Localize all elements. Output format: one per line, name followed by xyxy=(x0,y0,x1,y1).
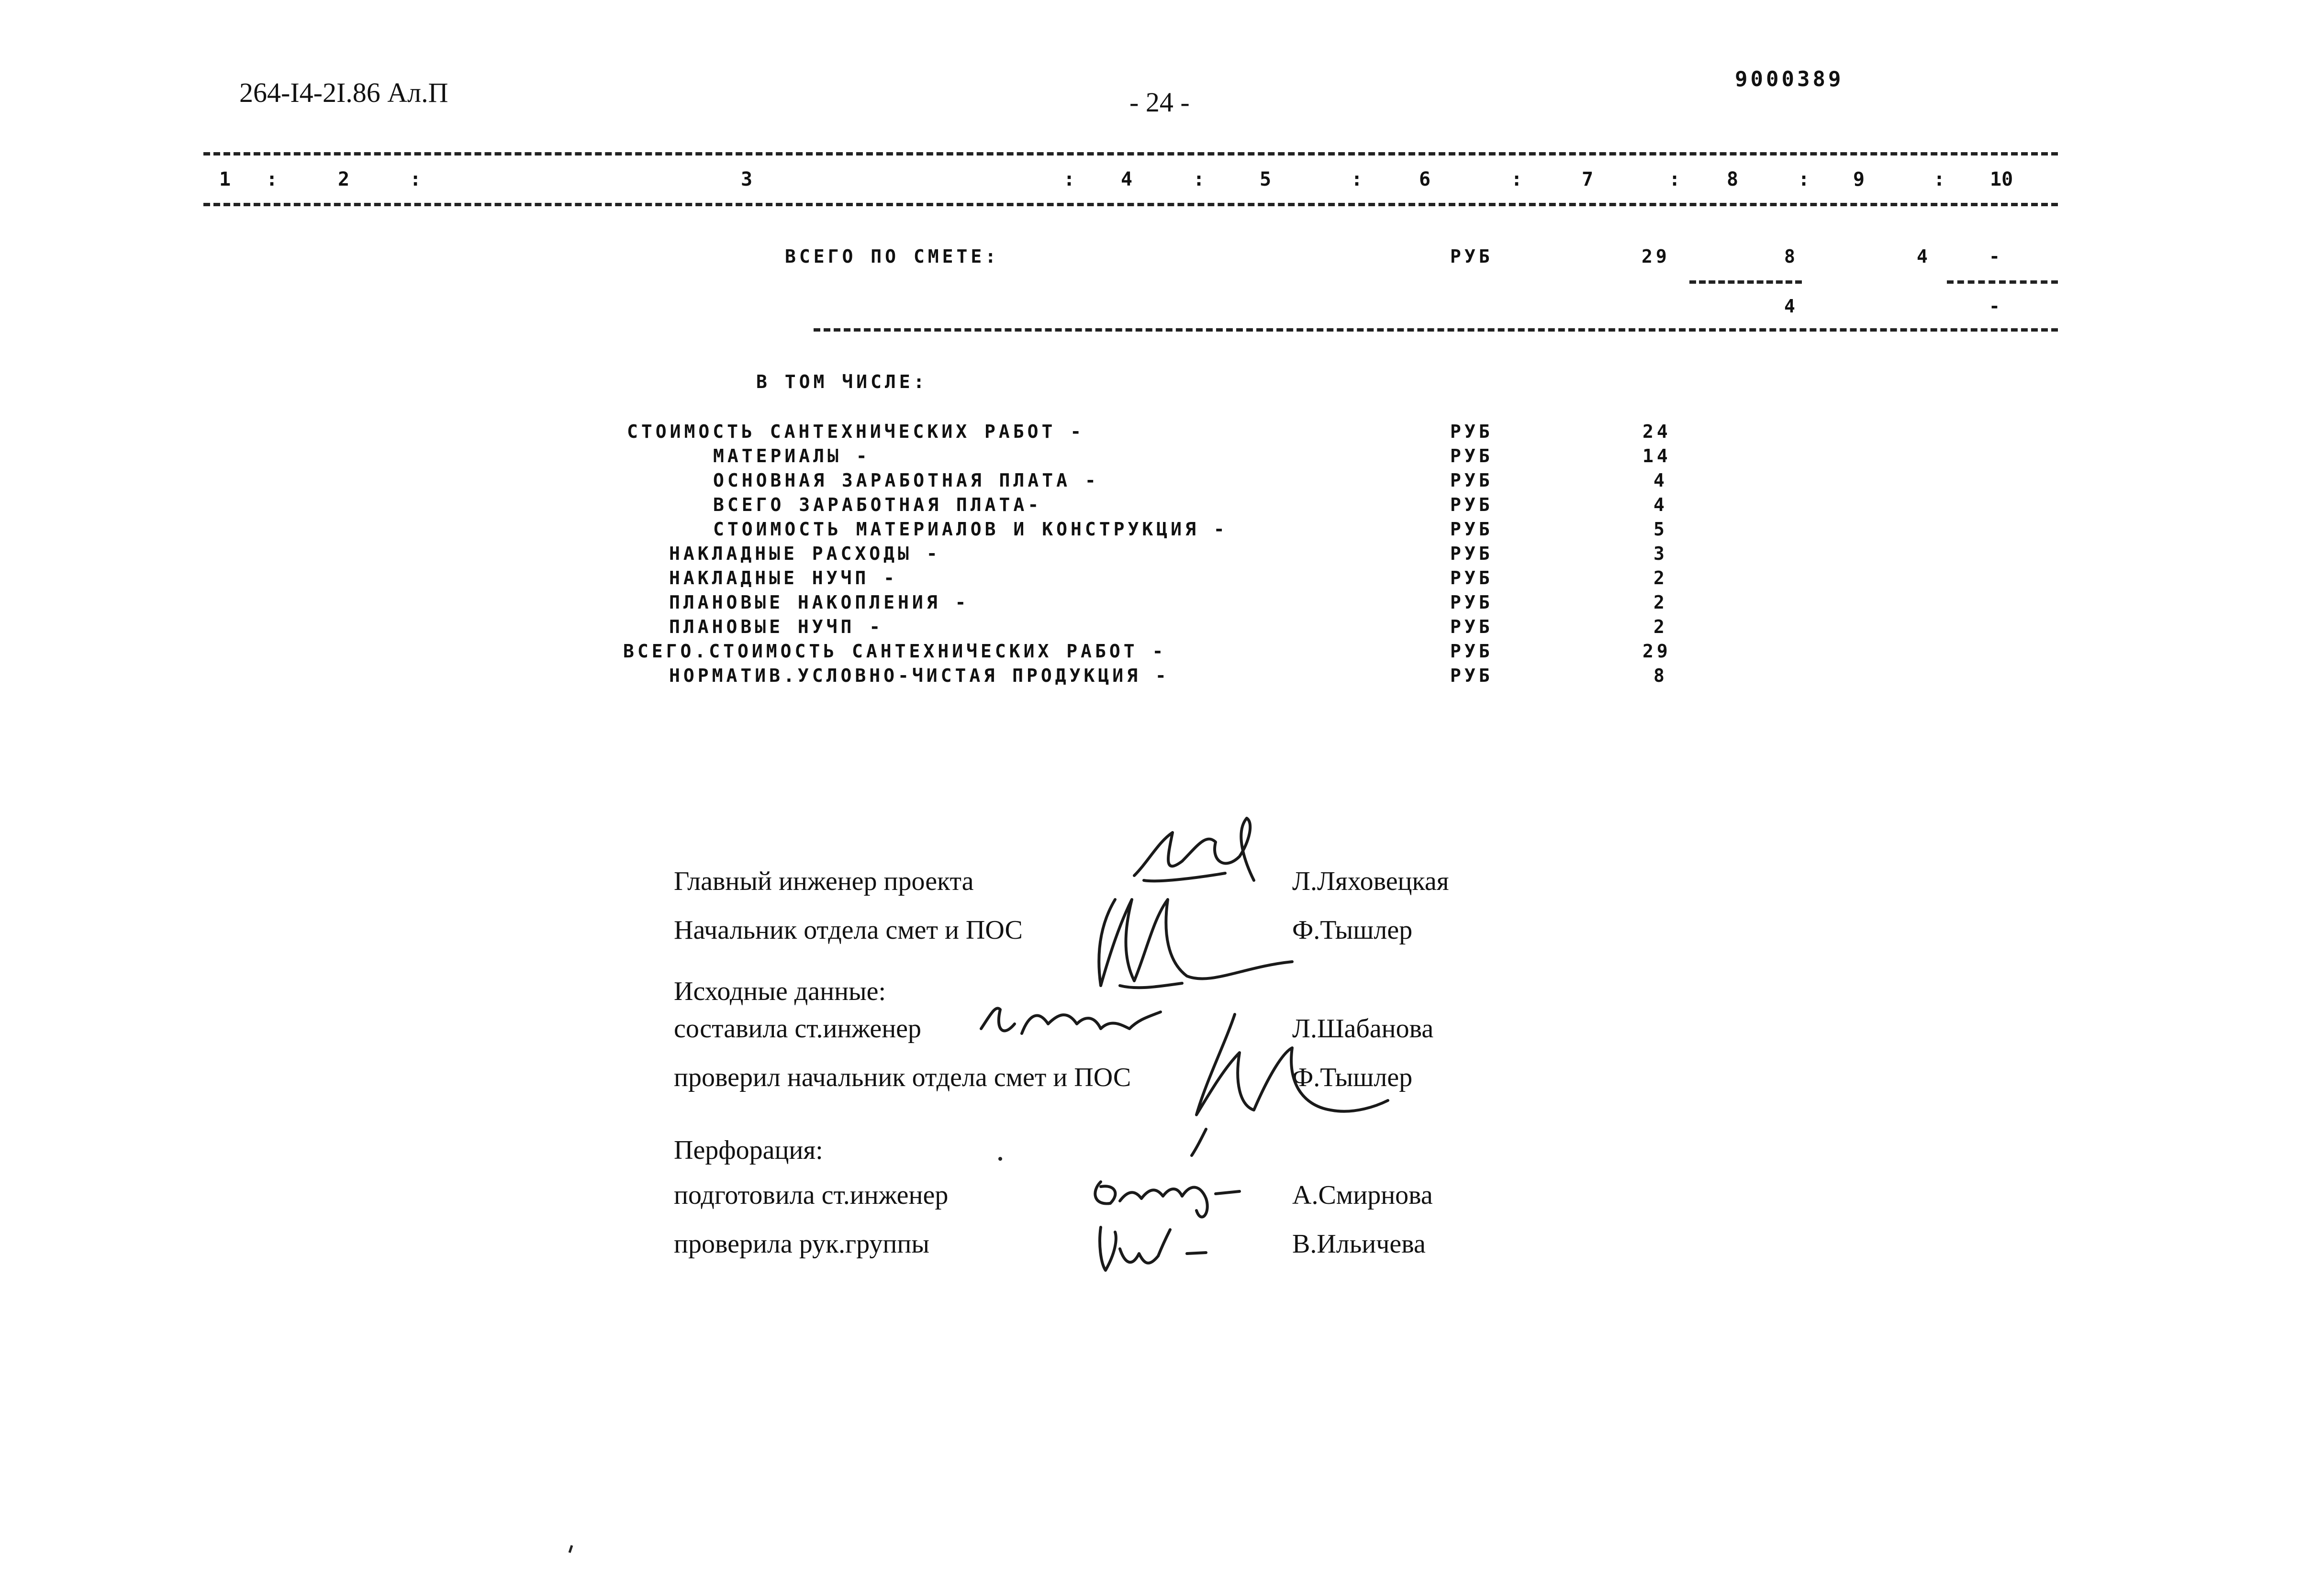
list-item-value: 8 xyxy=(1654,665,1668,686)
total-col10-sub: - xyxy=(1989,296,2003,317)
list-item-label: НОРМАТИВ.УСЛОВНО-ЧИСТАЯ ПРОДУКЦИЯ - xyxy=(669,665,1170,686)
column-separator: : xyxy=(1933,168,1945,190)
column-number-10: 10 xyxy=(1990,168,2013,190)
list-item-unit: РУБ xyxy=(1450,641,1493,662)
verified-name: В.Ильичева xyxy=(1292,1229,1426,1259)
prepared-role: подготовила ст.инженер xyxy=(674,1180,949,1210)
list-item-value: 2 xyxy=(1654,567,1668,589)
stray-mark xyxy=(570,1545,572,1553)
list-item-label: МАТЕРИАЛЫ - xyxy=(713,445,871,466)
column-number-2: 2 xyxy=(338,168,350,190)
total-unit: РУБ xyxy=(1450,246,1493,267)
verified-signature xyxy=(1100,1227,1206,1270)
dept-head-signature xyxy=(1099,900,1292,986)
document-code: 264-I4-2I.86 Ал.П xyxy=(239,77,448,108)
column-separator: : xyxy=(1351,168,1363,190)
total-col9: 4 xyxy=(1917,246,1931,267)
total-label: ВСЕГО ПО СМЕТЕ: xyxy=(785,246,1000,267)
list-item-label: ПЛАНОВЫЕ НУЧП - xyxy=(669,616,884,637)
list-item-label: СТОИМОСТЬ МАТЕРИАЛОВ И КОНСТРУКЦИЯ - xyxy=(713,519,1228,540)
list-item-unit: РУБ xyxy=(1450,665,1493,686)
list-item-value: 5 xyxy=(1654,519,1668,540)
column-number-4: 4 xyxy=(1121,168,1133,190)
compiled-role: составила ст.инженер xyxy=(674,1014,922,1044)
list-item-value: 29 xyxy=(1642,641,1671,662)
checked-signature xyxy=(1196,1014,1388,1115)
total-col7: 29 xyxy=(1642,246,1670,267)
column-number-7: 7 xyxy=(1582,168,1594,190)
column-separator: : xyxy=(1511,168,1523,190)
prepared-name: А.Смирнова xyxy=(1292,1180,1433,1210)
column-separator: : xyxy=(266,168,278,190)
column-number-1: 1 xyxy=(219,168,231,190)
list-item-label: НАКЛАДНЫЕ НУЧП - xyxy=(669,567,898,589)
list-item-label: ПЛАНОВЫЕ НАКОПЛЕНИЯ - xyxy=(669,592,970,613)
column-number-8: 8 xyxy=(1727,168,1739,190)
dept-head-role: Начальник отдела смет и ПОС xyxy=(674,915,1023,945)
column-number-9: 9 xyxy=(1853,168,1865,190)
list-item-value: 3 xyxy=(1654,543,1668,564)
document-id: 9000389 xyxy=(1735,67,1844,91)
checked-role: проверил начальник отдела смет и ПОС xyxy=(674,1063,1131,1092)
list-item-unit: РУБ xyxy=(1450,470,1493,491)
chief-engineer-signature xyxy=(1134,818,1254,880)
list-item-label: ВСЕГО ЗАРАБОТНАЯ ПЛАТА- xyxy=(713,494,1042,515)
list-item-unit: РУБ xyxy=(1450,421,1493,442)
checked-name: Ф.Тышлер xyxy=(1292,1063,1413,1092)
column-separator: : xyxy=(1193,168,1205,190)
total-col10: - xyxy=(1989,246,2003,267)
list-item-value: 4 xyxy=(1654,494,1668,515)
list-item-value: 4 xyxy=(1654,470,1668,491)
list-item-value: 2 xyxy=(1654,616,1668,637)
compiled-signature xyxy=(981,1008,1161,1033)
list-item-unit: РУБ xyxy=(1450,519,1493,540)
column-number-5: 5 xyxy=(1260,168,1272,190)
stray-mark xyxy=(998,1157,1002,1161)
perforation-title: Перфорация: xyxy=(674,1135,823,1165)
column-separator: : xyxy=(1669,168,1681,190)
column-number-6: 6 xyxy=(1419,168,1431,190)
list-item-unit: РУБ xyxy=(1450,445,1493,466)
including-title: В ТОМ ЧИСЛЕ: xyxy=(756,371,928,392)
prepared-signature xyxy=(1095,1182,1240,1217)
list-item-value: 24 xyxy=(1642,421,1671,442)
list-item-unit: РУБ xyxy=(1450,543,1493,564)
total-col8-sub: 4 xyxy=(1784,296,1799,317)
source-data-title: Исходные данные: xyxy=(674,977,886,1006)
list-item-value: 2 xyxy=(1654,592,1668,613)
list-item-label: ОСНОВНАЯ ЗАРАБОТНАЯ ПЛАТА - xyxy=(713,470,1099,491)
list-item-label: НАКЛАДНЫЕ РАСХОДЫ - xyxy=(669,543,941,564)
chief-engineer-role: Главный инженер проекта xyxy=(674,866,974,896)
list-item-unit: РУБ xyxy=(1450,592,1493,613)
column-number-3: 3 xyxy=(741,168,753,190)
list-item-unit: РУБ xyxy=(1450,616,1493,637)
column-separator: : xyxy=(410,168,422,190)
column-separator: : xyxy=(1798,168,1810,190)
verified-role: проверила рук.группы xyxy=(674,1229,929,1259)
list-item-label: СТОИМОСТЬ САНТЕХНИЧЕСКИХ РАБОТ - xyxy=(627,421,1085,442)
list-item-unit: РУБ xyxy=(1450,567,1493,589)
chief-engineer-name: Л.Ляховецкая xyxy=(1292,866,1449,896)
compiled-name: Л.Шабанова xyxy=(1292,1014,1434,1044)
list-item-value: 14 xyxy=(1642,445,1671,466)
list-item-label: ВСЕГО.СТОИМОСТЬ САНТЕХНИЧЕСКИХ РАБОТ - xyxy=(623,641,1167,662)
list-item-unit: РУБ xyxy=(1450,494,1493,515)
total-col8: 8 xyxy=(1784,246,1799,267)
column-separator: : xyxy=(1063,168,1075,190)
dept-head-name: Ф.Тышлер xyxy=(1292,915,1413,945)
page-number: - 24 - xyxy=(1129,87,1190,118)
